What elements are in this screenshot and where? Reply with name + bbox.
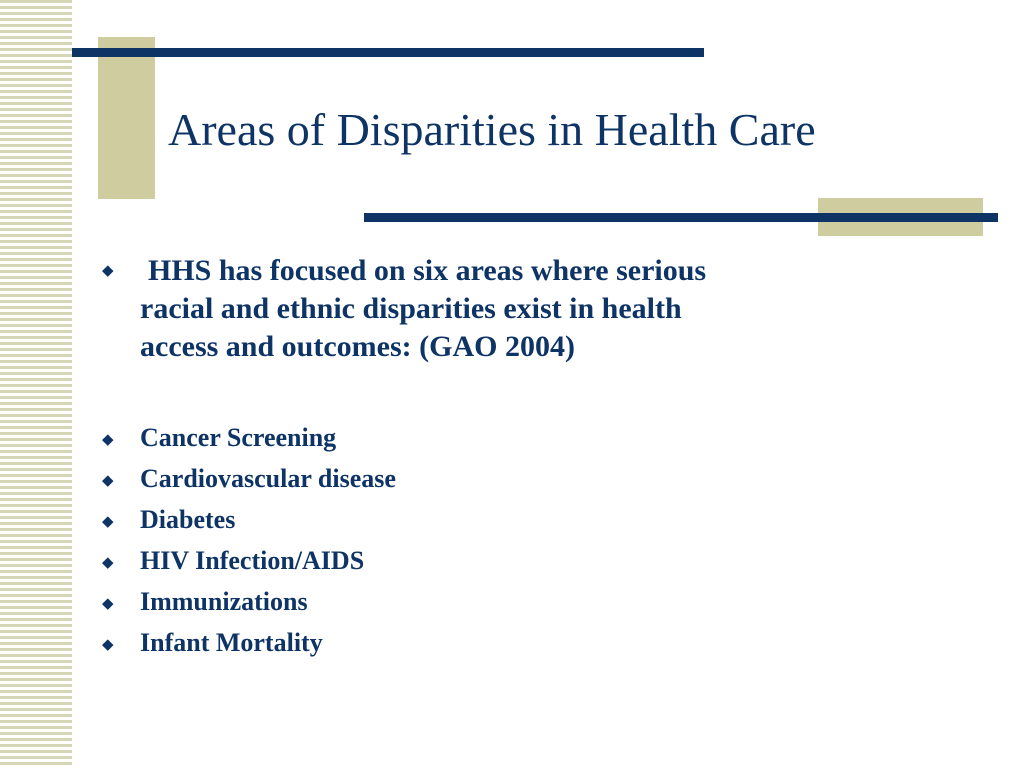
bottom-rule (364, 213, 998, 222)
diamond-bullet-icon: ◆ (102, 512, 114, 530)
intro-line: racial and ethnic disparities exist in health (140, 292, 682, 325)
area-label: HIV Infection/AIDS (140, 546, 365, 575)
intro-text (140, 252, 900, 366)
diamond-bullet-icon: ◆ (102, 471, 114, 489)
area-label: Diabetes (140, 505, 236, 534)
diamond-bullet-icon: ◆ (102, 635, 114, 653)
intro-line: HHS has focused on six areas where serious (148, 254, 707, 287)
area-label: Cardiovascular disease (140, 464, 396, 493)
intro-line: access and outcomes: (GAO 2004) (140, 330, 575, 363)
left-stripe-band (0, 0, 72, 768)
diamond-bullet-icon: ◆ (102, 553, 114, 571)
title-accent-block (98, 37, 155, 199)
diamond-bullet-icon: ◆ (102, 261, 114, 279)
diamond-bullet-icon: ◆ (102, 430, 114, 448)
slide-title: Areas of Disparities in Health Care (168, 104, 816, 155)
area-label: Immunizations (140, 587, 308, 616)
area-label: Cancer Screening (140, 423, 337, 452)
diamond-bullet-icon: ◆ (102, 594, 114, 612)
top-rule (72, 48, 704, 57)
area-label: Infant Mortality (140, 628, 323, 657)
